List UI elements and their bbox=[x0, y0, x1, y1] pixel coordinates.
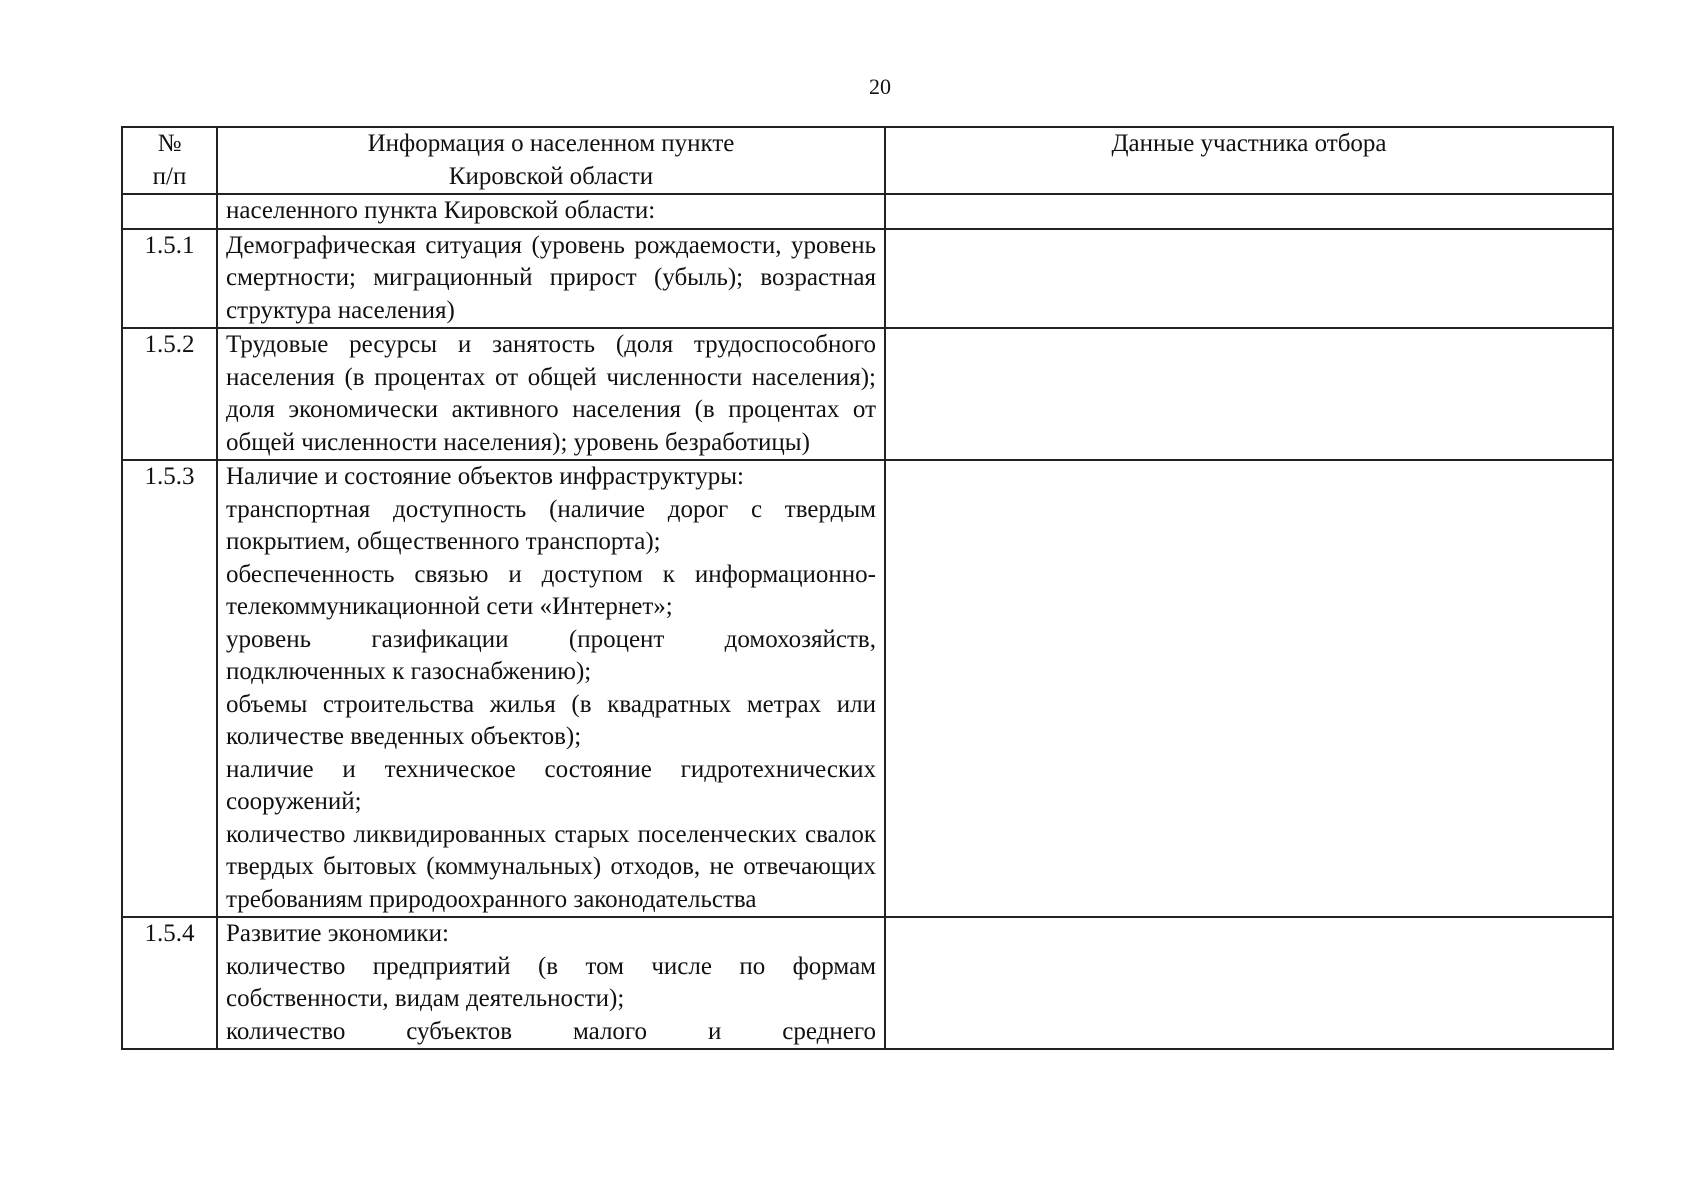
row-participant-data bbox=[885, 229, 1613, 329]
row-info-paragraph: количество субъектов малого и среднего bbox=[226, 1017, 876, 1045]
row-info-paragraph: обеспеченность связью и доступом к информационно-телекоммуникационной сети «Интернет»; bbox=[226, 560, 876, 620]
row-participant-data bbox=[885, 917, 1613, 1049]
row-info bbox=[217, 917, 885, 1049]
table-row bbox=[122, 917, 1613, 1049]
row-info bbox=[217, 229, 885, 329]
row-number: 1.5.1 bbox=[122, 229, 217, 329]
page-number: 20 bbox=[869, 74, 891, 99]
table-row bbox=[122, 460, 1613, 917]
row-participant-data bbox=[885, 460, 1613, 917]
header-number-line-1: № bbox=[157, 130, 182, 157]
row-participant-data bbox=[885, 328, 1613, 460]
row-info bbox=[217, 328, 885, 460]
table-header-row bbox=[122, 127, 1613, 194]
table-row bbox=[122, 229, 1613, 329]
selection-criteria-table bbox=[121, 126, 1614, 1050]
row-info-paragraph: Развитие экономики: bbox=[226, 920, 449, 947]
header-data-line-1: Данные участника отбора bbox=[1111, 130, 1387, 157]
header-info-line-1: Информация о населенном пункте bbox=[367, 130, 735, 157]
row-info-paragraph: наличие и техническое состояние гидротехнических сооружений; bbox=[226, 755, 876, 815]
row-number: 1.5.3 bbox=[122, 460, 217, 917]
header-info-line-2: Кировской области bbox=[448, 162, 654, 190]
row-participant-data bbox=[885, 194, 1613, 229]
row-info-paragraph: количество ликвидированных старых поселенческих свалок твердых бытовых (коммунальных) отходов, не отвечающих требованиям природоохранного законодательства bbox=[226, 820, 876, 913]
row-info-paragraph: Трудовые ресурсы и занятость (доля трудоспособного населения (в процентах от общей численности населения); доля экономически активного населения (в процентах от общей численности населения); уровень безработицы) bbox=[226, 331, 876, 456]
header-settlement-info bbox=[217, 127, 885, 194]
row-info bbox=[217, 460, 885, 917]
row-number: 1.5.2 bbox=[122, 328, 217, 460]
row-info-paragraph: количество предприятий (в том числе по формам собственности, видам деятельности); bbox=[226, 952, 876, 1012]
header-participant-data bbox=[885, 127, 1613, 194]
row-info-paragraph: Демографическая ситуация (уровень рождаемости, уровень смертности; миграционный прирост (убыль); возрастная структура населения) bbox=[226, 231, 876, 324]
table-row bbox=[122, 328, 1613, 460]
header-number bbox=[122, 127, 217, 194]
header-number-line-2: п/п bbox=[152, 162, 187, 190]
row-info-paragraph: объемы строительства жилья (в квадратных метрах или количестве введенных объектов); bbox=[226, 690, 876, 750]
row-number: 1.5.4 bbox=[122, 917, 217, 1049]
row-number bbox=[122, 194, 217, 229]
row-info bbox=[217, 194, 885, 229]
table-row bbox=[122, 194, 1613, 229]
row-info-paragraph: населенного пункта Кировской области: bbox=[226, 197, 656, 224]
row-info-paragraph: транспортная доступность (наличие дорог с твердым покрытием, общественного транспорта); bbox=[226, 495, 876, 555]
row-info-paragraph: уровень газификации (процент домохозяйств, подключенных к газоснабжению); bbox=[226, 625, 876, 685]
row-info-paragraph: Наличие и состояние объектов инфраструктуры: bbox=[226, 463, 744, 490]
